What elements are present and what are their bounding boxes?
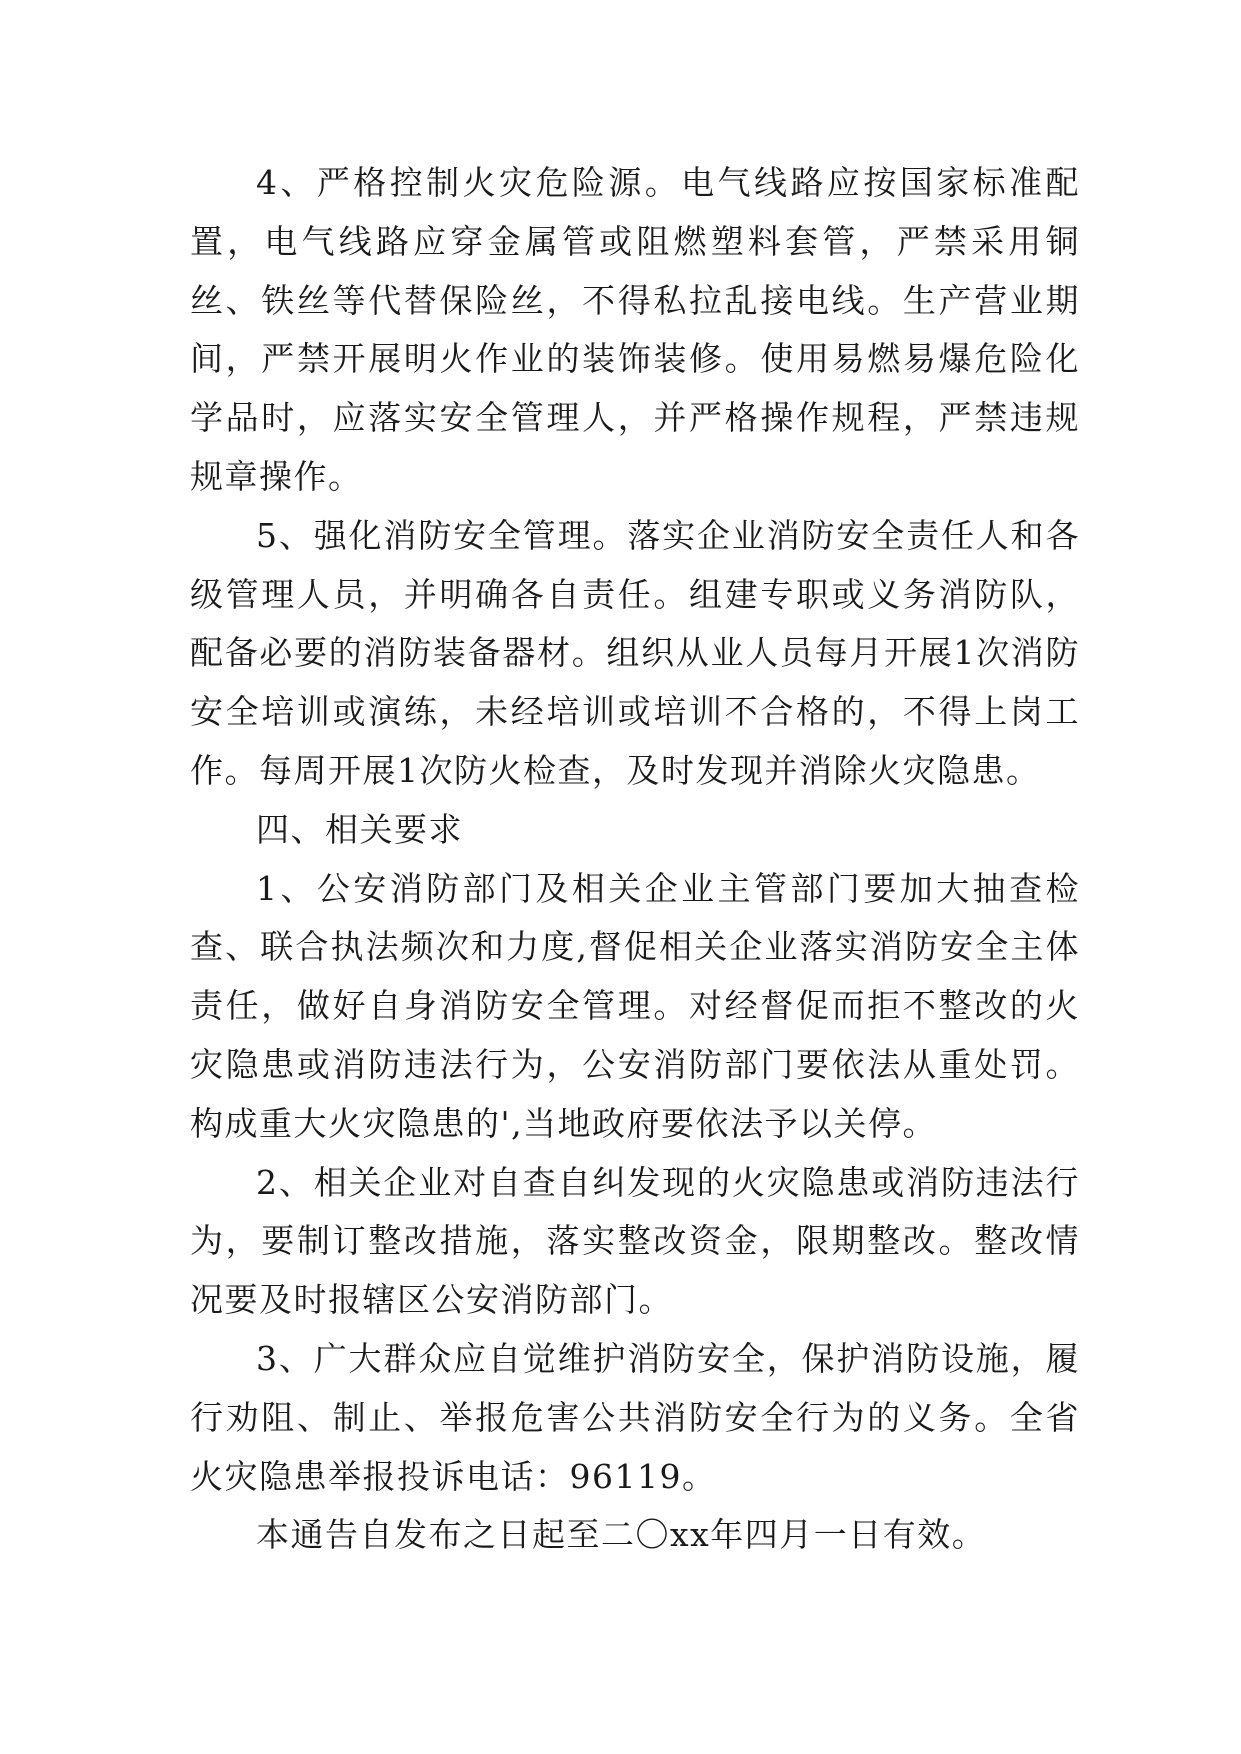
paragraph-fire-hazard-control: 4、严格控制火灾危险源。电气线路应按国家标准配置，电气线路应穿金属管或阻燃塑料套管，严禁采用铜丝、铁丝等代替保险丝，不得私拉乱接电线。生产营业期间，严禁开展明火作业的装饰装修。使用易燃易爆危险化学品时，应落实安全管理人，并严格操作规程，严禁违规规章操作。 bbox=[190, 163, 1080, 496]
document-body bbox=[190, 154, 1080, 1565]
paragraph-public-reporting: 3、广大群众应自觉维护消防安全，保护消防设施，履行劝阻、制止、举报危害公共消防安全行为的义务。全省火灾隐患举报投诉电话：96119。 bbox=[190, 1338, 1080, 1496]
paragraph-self-inspection: 2、相关企业对自查自纠发现的火灾隐患或消防违法行为，要制订整改措施，落实整改资金，限期整改。整改情况要及时报辖区公安消防部门。 bbox=[190, 1162, 1080, 1320]
paragraph-validity: 本通告自发布之日起至二〇xx年四月一日有效。 bbox=[256, 1515, 987, 1555]
paragraph-enforcement: 1、公安消防部门及相关企业主管部门要加大抽查检查、联合执法频次和力度,督促相关企业落实消防安全主体责任，做好自身消防安全管理。对经督促而拒不整改的火灾隐患或消防违法行为，公安消防部门要依法从重处罚。构成重大火灾隐患的',当地政府要依法予以关停。 bbox=[190, 868, 1080, 1143]
section-heading-requirements: 四、相关要求 bbox=[256, 809, 463, 849]
paragraph-fire-safety-management: 5、强化消防安全管理。落实企业消防安全责任人和各级管理人员，并明确各自责任。组建专职或义务消防队，配备必要的消防装备器材。组织从业人员每月开展1次消防安全培训或演练，未经培训或培训不合格的，不得上岗工作。每周开展1次防火检查，及时发现并消除火灾隐患。 bbox=[190, 515, 1080, 790]
